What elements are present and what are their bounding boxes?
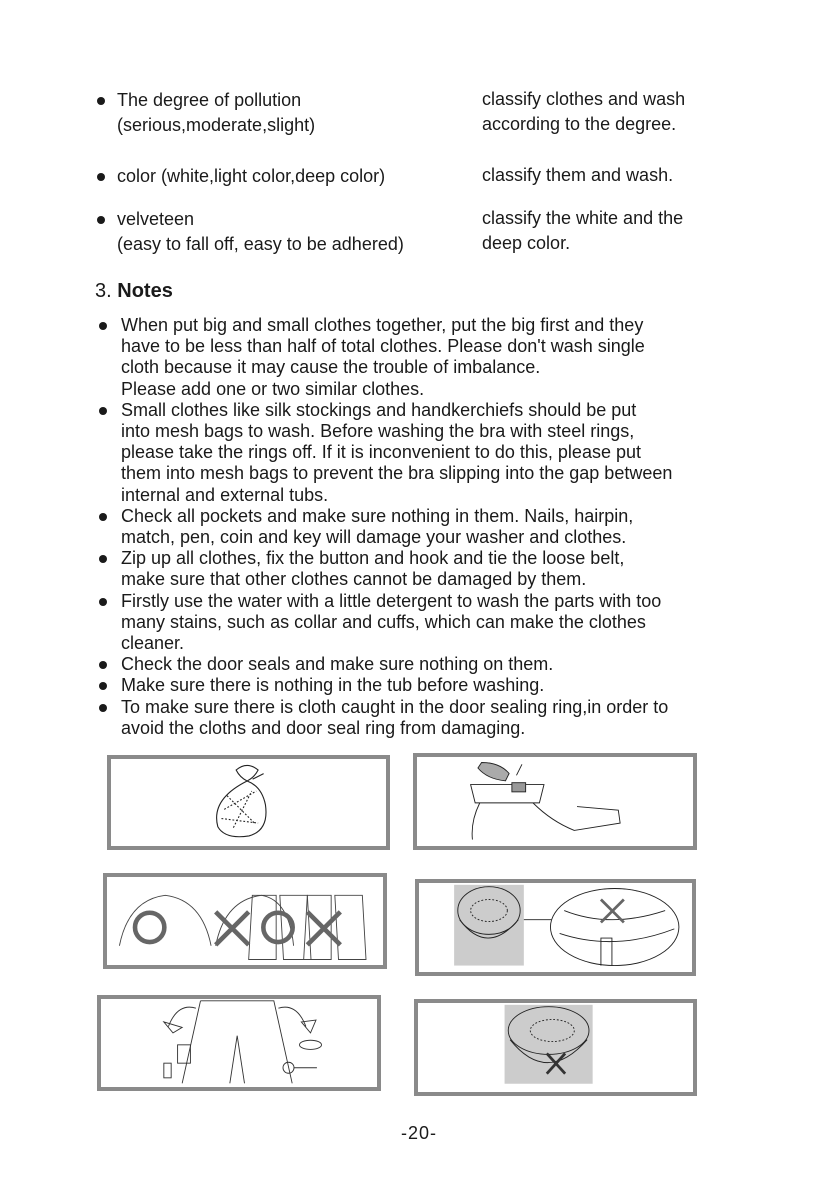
classify-criterion: velveteen <box>117 209 195 229</box>
note-line: match, pen, coin and key will damage your washer and clothes. <box>121 527 627 547</box>
empty-tub-illustration <box>414 999 697 1096</box>
note-line: please take the rings off. If it is inconvenient to do this, please put <box>121 442 641 463</box>
bullet-icon <box>99 704 107 712</box>
bullet-icon <box>99 322 107 330</box>
bullet-icon <box>99 555 107 563</box>
note-line: When put big and small clothes together, put the big first and they <box>121 315 644 335</box>
classify-action: classify clothes and wash <box>482 89 686 109</box>
note-line: many stains, such as collar and cuffs, which can make the clothes <box>121 611 646 632</box>
bullet-icon <box>99 661 107 669</box>
notes-heading <box>95 280 173 303</box>
door-seal-check-illustration <box>415 879 696 976</box>
classify-criterion: (serious,moderate,slight) <box>117 115 316 135</box>
notes-number: 3. <box>95 280 112 302</box>
note-line: cloth because it may cause the trouble of imbalance. <box>121 357 541 378</box>
classify-action: according to the degree. <box>482 114 677 134</box>
note-line: To make sure there is cloth caught in the door sealing ring,in order to <box>121 696 669 717</box>
mesh-bag-illustration <box>107 755 390 850</box>
page-number: -20- <box>400 1123 437 1143</box>
note-line: Check the door seals and make sure nothing on them. <box>121 654 554 675</box>
bullet-icon <box>97 216 105 224</box>
note-line: Small clothes like silk stockings and handkerchiefs should be put <box>121 399 637 420</box>
bullet-icon <box>97 173 105 181</box>
notes-title: Notes <box>117 280 173 302</box>
pretreat-stains-illustration <box>413 753 697 850</box>
classify-criterion: (easy to fall off, easy to be adhered) <box>117 234 404 254</box>
classify-action: classify the white and the <box>482 208 684 228</box>
note-line: Check all pockets and make sure nothing in them. Nails, hairpin, <box>121 505 634 526</box>
bullet-icon <box>99 407 107 415</box>
bullet-icon <box>99 682 107 690</box>
bullet-icon <box>99 513 107 521</box>
note-line: Firstly use the water with a little detergent to wash the parts with too <box>121 590 662 611</box>
note-line: them into mesh bags to prevent the bra slipping into the gap between <box>121 463 673 484</box>
classify-action: classify them and wash. <box>482 165 674 185</box>
note-line: into mesh bags to wash. Before washing the bra with steel rings, <box>121 421 635 441</box>
empty-pockets-illustration <box>97 995 381 1091</box>
note-line: Make sure there is nothing in the tub before washing. <box>121 675 545 696</box>
classify-criterion: The degree of pollution <box>117 90 302 110</box>
classify-criterion: color (white,light color,deep color) <box>117 166 386 186</box>
bullet-icon <box>97 97 105 105</box>
note-line: Zip up all clothes, fix the button and hook and tie the loose belt, <box>121 548 625 569</box>
note-line: make sure that other clothes cannot be damaged by them. <box>121 569 587 590</box>
bullet-icon <box>99 598 107 606</box>
note-line: avoid the cloths and door seal ring from damaging. <box>121 717 526 738</box>
note-line: Please add one or two similar clothes. <box>121 378 425 399</box>
classify-action: deep color. <box>482 233 571 253</box>
note-line: cleaner. <box>121 633 185 653</box>
note-line: have to be less than half of total clothes. Please don't wash single <box>121 336 645 357</box>
zip-up-clothes-illustration <box>103 873 387 969</box>
note-line: internal and external tubs. <box>121 484 329 505</box>
